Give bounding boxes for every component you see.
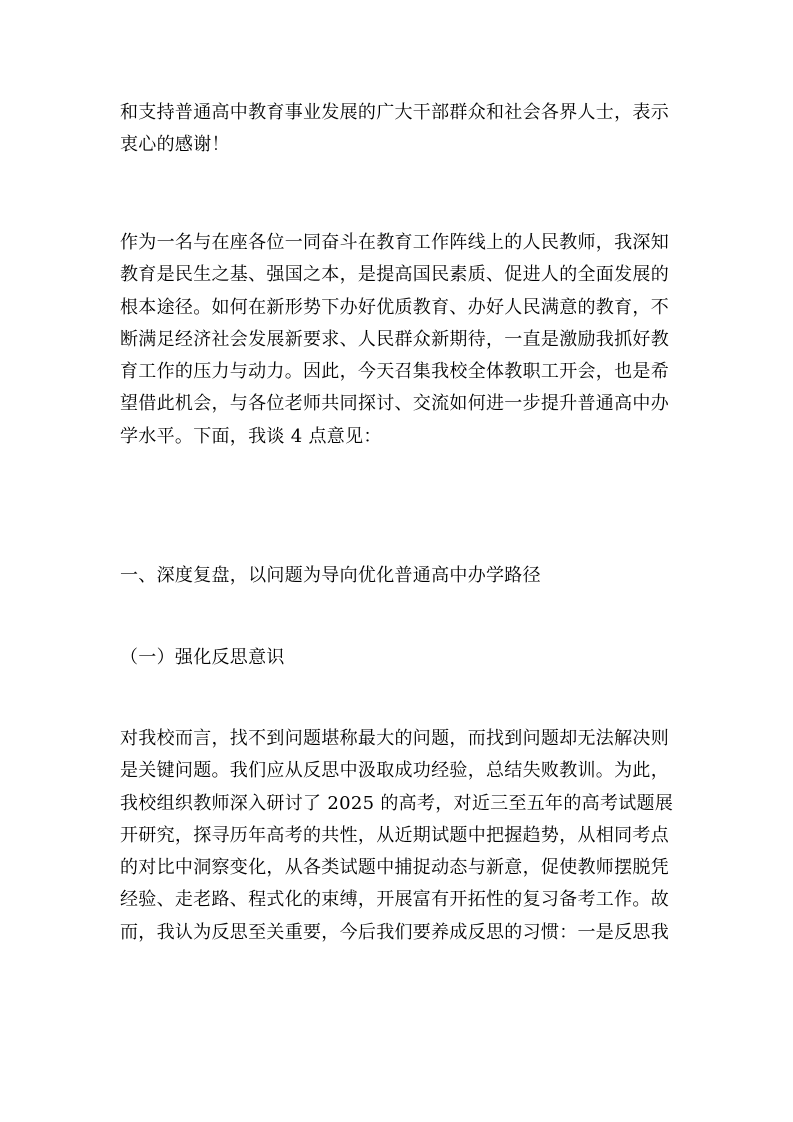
text-line: 断满足经济社会发展新要求、人民群众新期待，一直是激励我抓好教 [120, 328, 669, 350]
paragraph-intro [120, 227, 680, 453]
subsection-heading: （一）强化反思意识 [120, 647, 285, 668]
text-line: 而，我认为反思至关重要，今后我们要养成反思的习惯：一是反思我 [120, 921, 669, 943]
text-line: 开研究，探寻历年高考的共性，从近期试题中把握趋势，从相同考点 [120, 824, 669, 846]
text-line: 教育是民生之基、强国之本，是提高国民素质、促进人的全面发展的 [120, 264, 669, 286]
text-line: 和支持普通高中教育事业发展的广大干部群众和社会各界人士，表示 [120, 102, 669, 123]
text-line: 经验、走老路、程式化的束缚，开展富有开拓性的复习备考工作。故 [120, 889, 669, 911]
text-line: 望借此机会，与各位老师共同探讨、交流如何进一步提升普通高中办 [120, 393, 669, 415]
text-line: 对我校而言，找不到问题堪称最大的问题，而找到问题却无法解决则 [120, 728, 669, 749]
text-line: 根本途径。如何在新形势下办好优质教育、办好人民满意的教育，不 [120, 296, 669, 318]
text-line: 作为一名与在座各位一同奋斗在教育工作阵线上的人民教师，我深知 [120, 232, 669, 253]
text-line: 学水平。下面，我谈 4 点意见： [120, 425, 382, 447]
text-line: 衷心的感谢！ [120, 134, 230, 156]
section-heading: 一、深度复盘，以问题为导向优化普通高中办学路径 [120, 565, 541, 586]
text-line: 我校组织教师深入研讨了 2025 的高考，对近三至五年的高考试题展 [120, 792, 674, 814]
paragraph-reflection [120, 723, 680, 949]
paragraph-thanks [120, 97, 680, 162]
text-line: 的对比中洞察变化，从各类试题中捕捉动态与新意，促使教师摆脱凭 [120, 857, 669, 879]
text-line: 是关键问题。我们应从反思中汲取成功经验，总结失败教训。为此， [120, 760, 669, 782]
text-line: 育工作的压力与动力。因此，今天召集我校全体教职工开会，也是希 [120, 361, 669, 383]
